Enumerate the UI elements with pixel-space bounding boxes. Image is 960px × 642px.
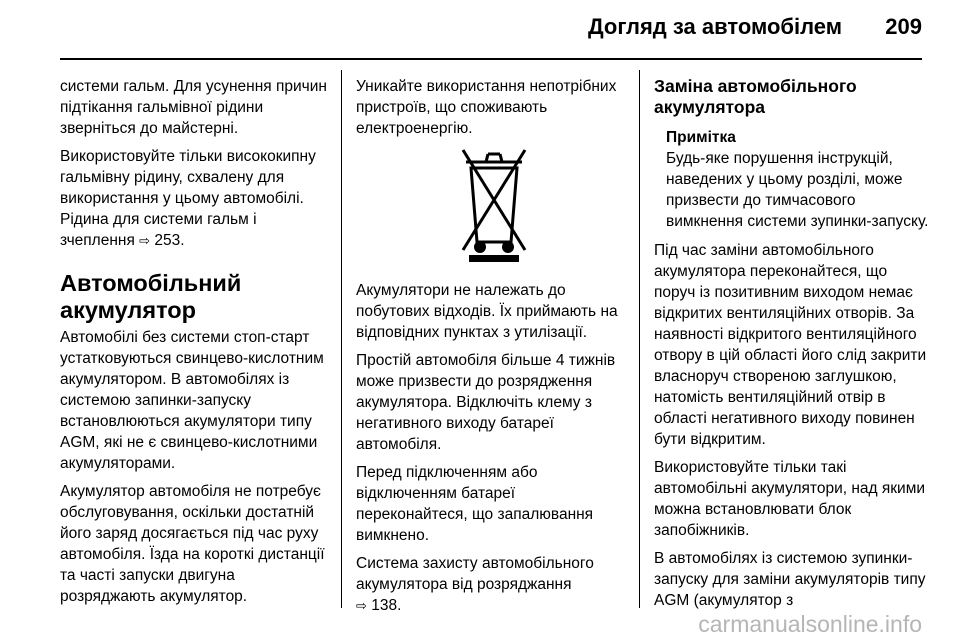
column-divider-2 [639, 70, 640, 608]
page-header-title: Догляд за автомобілем [587, 14, 842, 39]
paragraph: Уникайте використання непотрібних пристроїв, що споживають електроенергію. [356, 78, 617, 137]
paragraph: Акумулятори не належать до побутових відходів. Їх приймають на відповідних пунктах з утилізації. [356, 282, 618, 341]
paragraph-text: Система захисту автомобільного акумулятора від розряджання [356, 555, 594, 593]
note-body: Будь-яке порушення інструкцій, наведених у цьому розділі, може призвести до тимчасового вимкнення системи зупинки-запуску. [666, 150, 929, 230]
crossed-out-bin-icon [356, 146, 631, 264]
note-title: Примітка [666, 129, 736, 146]
paragraph: Під час заміни автомобільного акумулятора переконайтеся, що поруч із позитивним виходом немає відкритих вентиляційних отворів. За наявності відкритого вентиляційного отвору в цій області його слід закрити власноруч створеною заглушкою, натомість вентиляційний отвір в області негативного виходу повинен бути відкритим. [654, 242, 927, 448]
paragraph: Автомобілі без системи стоп-старт устатковуються свинцево-кислотним акумулятором. В автомобілях із системою запинки-запуску встановлюються акумулятори типу AGM, які не є свинцево-кислотними акумуляторами. [60, 329, 324, 472]
page-ref[interactable]: 253. [154, 232, 185, 249]
paragraph: Використовуйте тільки такі автомобільні акумулятори, над якими можна встановлювати блок запобіжників. [654, 459, 926, 539]
header-divider [60, 58, 922, 60]
section-heading-battery-replacement: Заміна автомобільного акумулятора [654, 76, 857, 117]
section-heading-battery: Автомобільний акумулятор [60, 270, 242, 323]
column-middle [356, 76, 631, 623]
paragraph: Перед підключенням або відключенням батареї переконайтеся, що запалювання вимкнено. [356, 464, 594, 544]
paragraph-text: Використовуйте тільки висококипну гальмівну рідину, схвалену для використання у цьому автомобілі. Рідина для системи гальм і зчеплення [60, 148, 316, 249]
note-block [654, 127, 929, 232]
page-ref-arrow-icon: ⇨ [356, 598, 367, 613]
paragraph: системи гальм. Для усунення причин підтікання гальмівної рідини зверніться до майстерні. [60, 78, 327, 137]
paragraph: Акумулятор автомобіля не потребує обслуговування, оскільки достатній його заряд досягається під час руху автомобіля. Їзда на короткі дистанції та часті запуски двигуна розряджають акумулятор. [60, 483, 325, 605]
paragraph-with-ref [60, 146, 328, 251]
paragraph: Простій автомобіля більше 4 тижнів може призвести до розрядження акумулятора. Відключіть клему з негативного виходу батареї автомобіля. [356, 352, 616, 453]
page-number: 209 [885, 14, 922, 39]
column-divider-1 [341, 70, 342, 608]
column-right [654, 76, 929, 618]
paragraph-with-ref [356, 553, 631, 616]
page-ref[interactable]: 138. [371, 597, 402, 614]
page-ref-arrow-icon: ⇨ [139, 233, 151, 248]
watermark: carmanualsonline.info [698, 611, 922, 637]
paragraph: В автомобілях із системою зупинки-запуску для заміни акумуляторів типу AGM (акумулятор з [654, 550, 926, 609]
column-left [60, 76, 328, 614]
